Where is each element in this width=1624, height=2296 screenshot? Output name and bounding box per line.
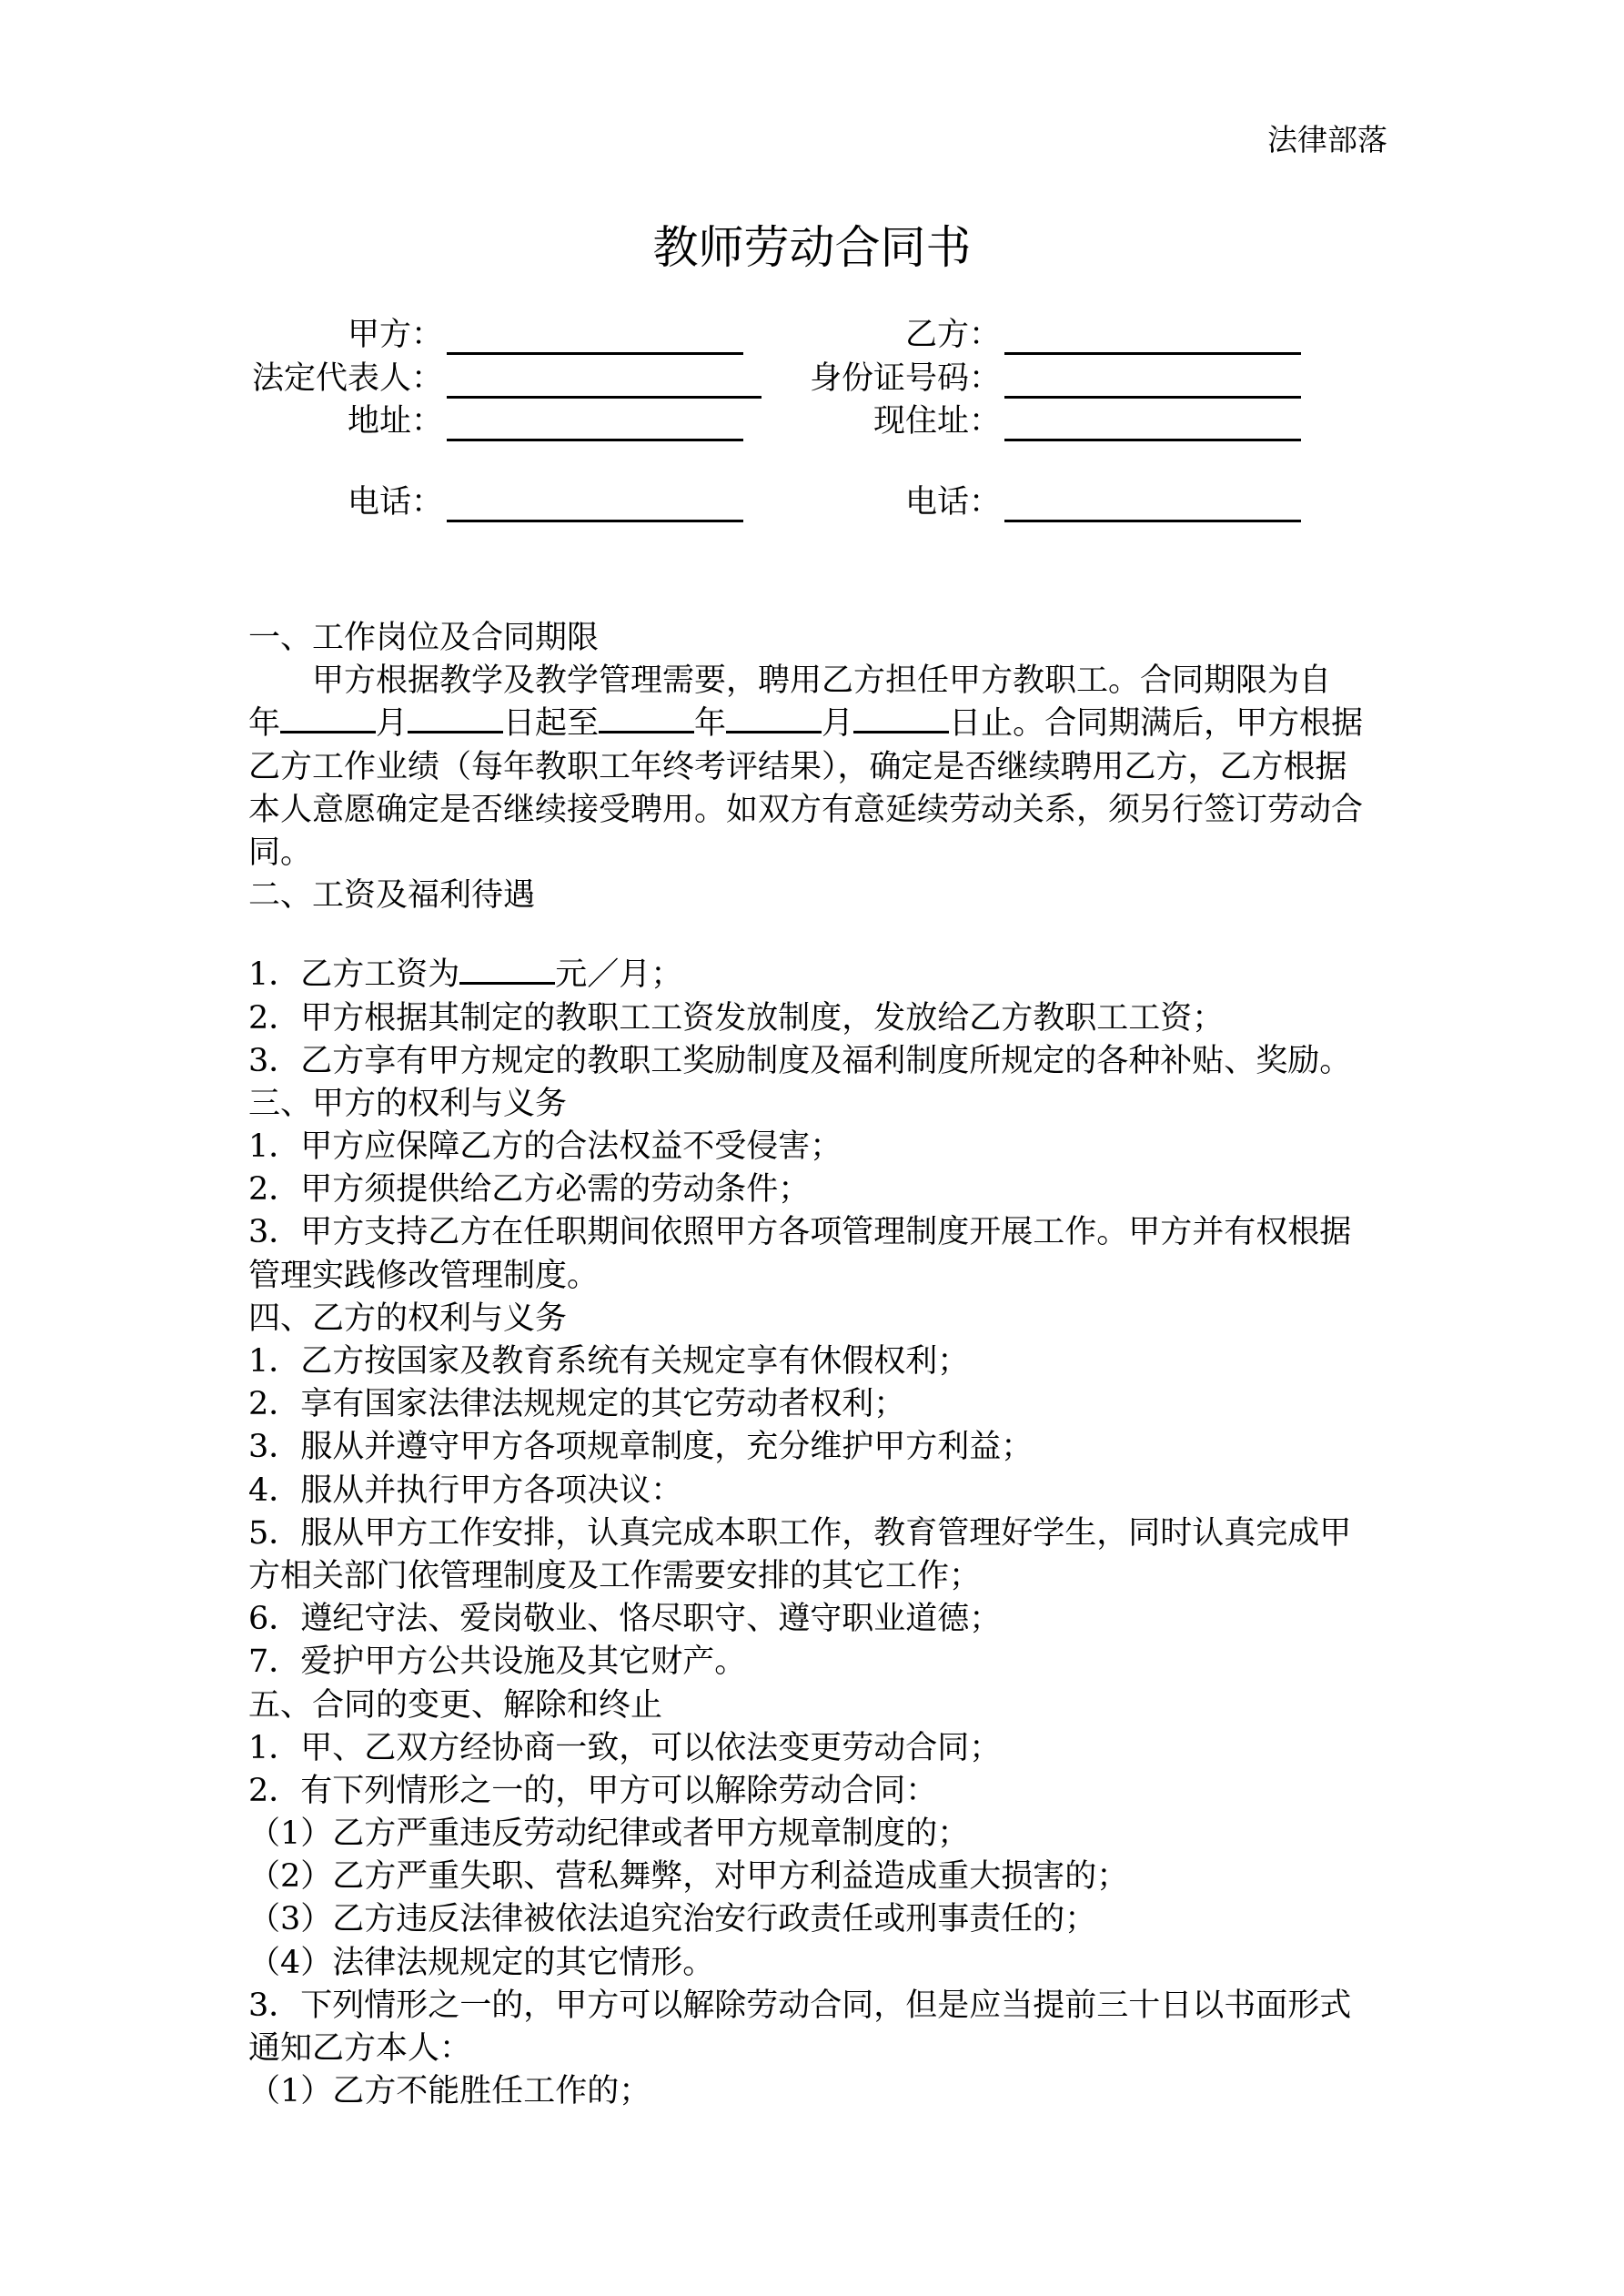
text-line: [248, 1512, 1395, 1555]
blank-line[interactable]: [447, 361, 762, 399]
blank-line[interactable]: [1004, 404, 1301, 441]
text-line: [248, 1255, 1395, 1298]
text-segment: 本人意愿确定是否继续接受聘用。如双方有意延续劳动关系，须另行签订劳动合: [248, 791, 1364, 828]
text-segment: 二、工资及福利待遇: [248, 877, 536, 915]
text-line: [248, 1426, 1395, 1469]
field-label: 法定代表人：: [251, 360, 443, 397]
blank-line[interactable]: [1004, 361, 1301, 399]
text-segment: 通知乙方本人：: [248, 2030, 472, 2067]
text-segment: 5．服从甲方工作安排，认真完成本职工作，教育管理好学生，同时认真完成甲: [248, 1514, 1352, 1552]
text-line: [248, 1298, 1395, 1340]
text-segment: 1．乙方按国家及教育系统有关规定享有休假权利；: [248, 1343, 970, 1380]
blank-line[interactable]: [447, 404, 743, 441]
text-segment: 2．享有国家法律法规规定的其它劳动者权利；: [248, 1386, 906, 1423]
text-segment: 6．遵纪守法、爱岗敬业、恪尽职守、遵守职业道德；: [248, 1601, 1002, 1638]
text-line: [248, 1040, 1395, 1083]
blank-line[interactable]: [447, 318, 743, 355]
text-line: [248, 1598, 1395, 1641]
blank-line[interactable]: [447, 485, 743, 522]
text-line: [248, 1727, 1395, 1770]
party-b-phone-field: [782, 482, 1301, 522]
blank-line[interactable]: [408, 703, 503, 733]
text-line: [248, 954, 1395, 996]
blank-line[interactable]: [1004, 318, 1301, 355]
blank-line[interactable]: [459, 955, 555, 985]
text-segment: 五、合同的变更、解除和终止: [248, 1686, 663, 1724]
text-segment: 三、甲方的权利与义务: [248, 1085, 568, 1122]
text-segment: （4）法律法规规定的其它情形。: [248, 1944, 715, 1981]
brand-label: 法律部落: [1267, 122, 1387, 157]
text-segment: 7．爱护甲方公共设施及其它财产。: [248, 1644, 747, 1681]
field-label: 电话：: [347, 484, 443, 521]
text-segment: 一、工作岗位及合同期限: [248, 620, 600, 656]
text-line: [248, 1470, 1395, 1512]
text-segment: 4．服从并执行甲方各项决议：: [248, 1472, 683, 1509]
text-segment: （3）乙方违反法律被依法追究治安行政责任或刑事责任的；: [248, 1901, 1097, 1938]
text-line: [248, 2070, 1395, 2113]
contract-body: [248, 617, 1395, 2113]
text-segment: 方相关部门依管理制度及工作需要安排的其它工作；: [248, 1557, 982, 1594]
field-label: 现住址：: [873, 403, 1001, 440]
text-line: [248, 617, 1395, 660]
text-line: [248, 1126, 1395, 1168]
party-a-name-field: [246, 315, 743, 355]
text-segment: 3．甲方支持乙方在任职期间依照甲方各项管理制度开展工作。甲方并有权根据: [248, 1214, 1352, 1251]
text-segment: 2．有下列情形之一的，甲方可以解除劳动合同：: [248, 1772, 938, 1809]
blank-line[interactable]: [853, 703, 949, 733]
blank-line[interactable]: [280, 703, 376, 733]
text-segment: 3．乙方享有甲方规定的教职工奖励制度及福利制度所规定的各种补贴、奖励。: [248, 1042, 1352, 1079]
text-segment: （1）乙方不能胜任工作的；: [248, 2073, 651, 2110]
text-line: [248, 1340, 1395, 1383]
party-a-representative-field: [246, 359, 762, 399]
text-segment: 3．下列情形之一的，甲方可以解除劳动合同，但是应当提前三十日以书面形式: [248, 1987, 1352, 2024]
text-segment: 月: [376, 705, 409, 743]
text-segment: 1．甲方应保障乙方的合法权益不受侵害；: [248, 1128, 842, 1166]
text-segment: 管理实践修改管理制度。: [248, 1257, 600, 1294]
text-line: [248, 1684, 1395, 1727]
blank-line[interactable]: [726, 703, 822, 733]
text-line: [248, 1211, 1395, 1254]
text-segment: 1．乙方工资为: [248, 956, 460, 994]
text-line: [248, 1770, 1395, 1813]
text-line: [248, 1856, 1395, 1898]
field-label: 电话：: [904, 484, 1001, 521]
text-line: [248, 746, 1395, 789]
text-line: [248, 1813, 1395, 1856]
field-label: 乙方：: [904, 317, 1001, 353]
text-segment: 甲方根据教学及教学管理需要，聘用乙方担任甲方教职工。合同期限为自: [312, 663, 1332, 700]
field-label: 地址：: [347, 403, 443, 440]
text-line: [248, 703, 1395, 745]
text-segment: 年: [694, 705, 727, 743]
party-b-name-field: [782, 315, 1301, 355]
text-segment: 2．甲方须提供给乙方必需的劳动条件；: [248, 1171, 811, 1209]
field-label: 身份证号码：: [809, 360, 1001, 397]
text-segment: 日起至: [503, 705, 600, 743]
text-line: [248, 875, 1395, 917]
text-segment: 四、乙方的权利与义务: [248, 1300, 568, 1337]
blank-line[interactable]: [599, 703, 694, 733]
text-line: [248, 1555, 1395, 1598]
text-line: [248, 1083, 1395, 1126]
text-line: [248, 832, 1395, 875]
party-b-address-field: [782, 401, 1301, 441]
text-segment: 乙方工作业绩（每年教职工年终考评结果），确定是否继续聘用乙方，乙方根据: [248, 748, 1347, 785]
text-line: [248, 1898, 1395, 1941]
document-title: 教师劳动合同书: [652, 221, 972, 274]
party-a-address-field: [246, 401, 743, 441]
text-line: [248, 660, 1395, 703]
party-b-id-number-field: [782, 359, 1301, 399]
text-line: [248, 1942, 1395, 1985]
text-segment: 2．甲方根据其制定的教职工工资发放制度，发放给乙方教职工工资；: [248, 999, 1225, 1037]
text-line: [248, 1168, 1395, 1211]
text-segment: 同。: [248, 834, 313, 871]
blank-line[interactable]: [1004, 485, 1301, 522]
text-segment: 月: [822, 705, 854, 743]
text-segment: （2）乙方严重失职、营私舞弊，对甲方利益造成重大损害的；: [248, 1858, 1129, 1896]
text-line: [248, 1985, 1395, 2028]
text-segment: 年: [248, 705, 281, 743]
field-label: 甲方：: [347, 317, 443, 353]
text-line: [248, 1641, 1395, 1684]
party-a-phone-field: [246, 482, 743, 522]
text-line: [248, 997, 1395, 1040]
text-segment: （1）乙方严重违反劳动纪律或者甲方规章制度的；: [248, 1816, 970, 1853]
text-segment: 1．甲、乙双方经协商一致，可以依法变更劳动合同；: [248, 1729, 1002, 1766]
text-line: [248, 2028, 1395, 2070]
text-segment: 日止。合同期满后，甲方根据: [949, 705, 1364, 743]
text-segment: 3．服从并遵守甲方各项规章制度，充分维护甲方利益；: [248, 1429, 1034, 1466]
text-line: [248, 1383, 1395, 1426]
text-line: [248, 789, 1395, 832]
spacer: [248, 917, 1395, 954]
text-segment: 元／月；: [555, 956, 683, 994]
